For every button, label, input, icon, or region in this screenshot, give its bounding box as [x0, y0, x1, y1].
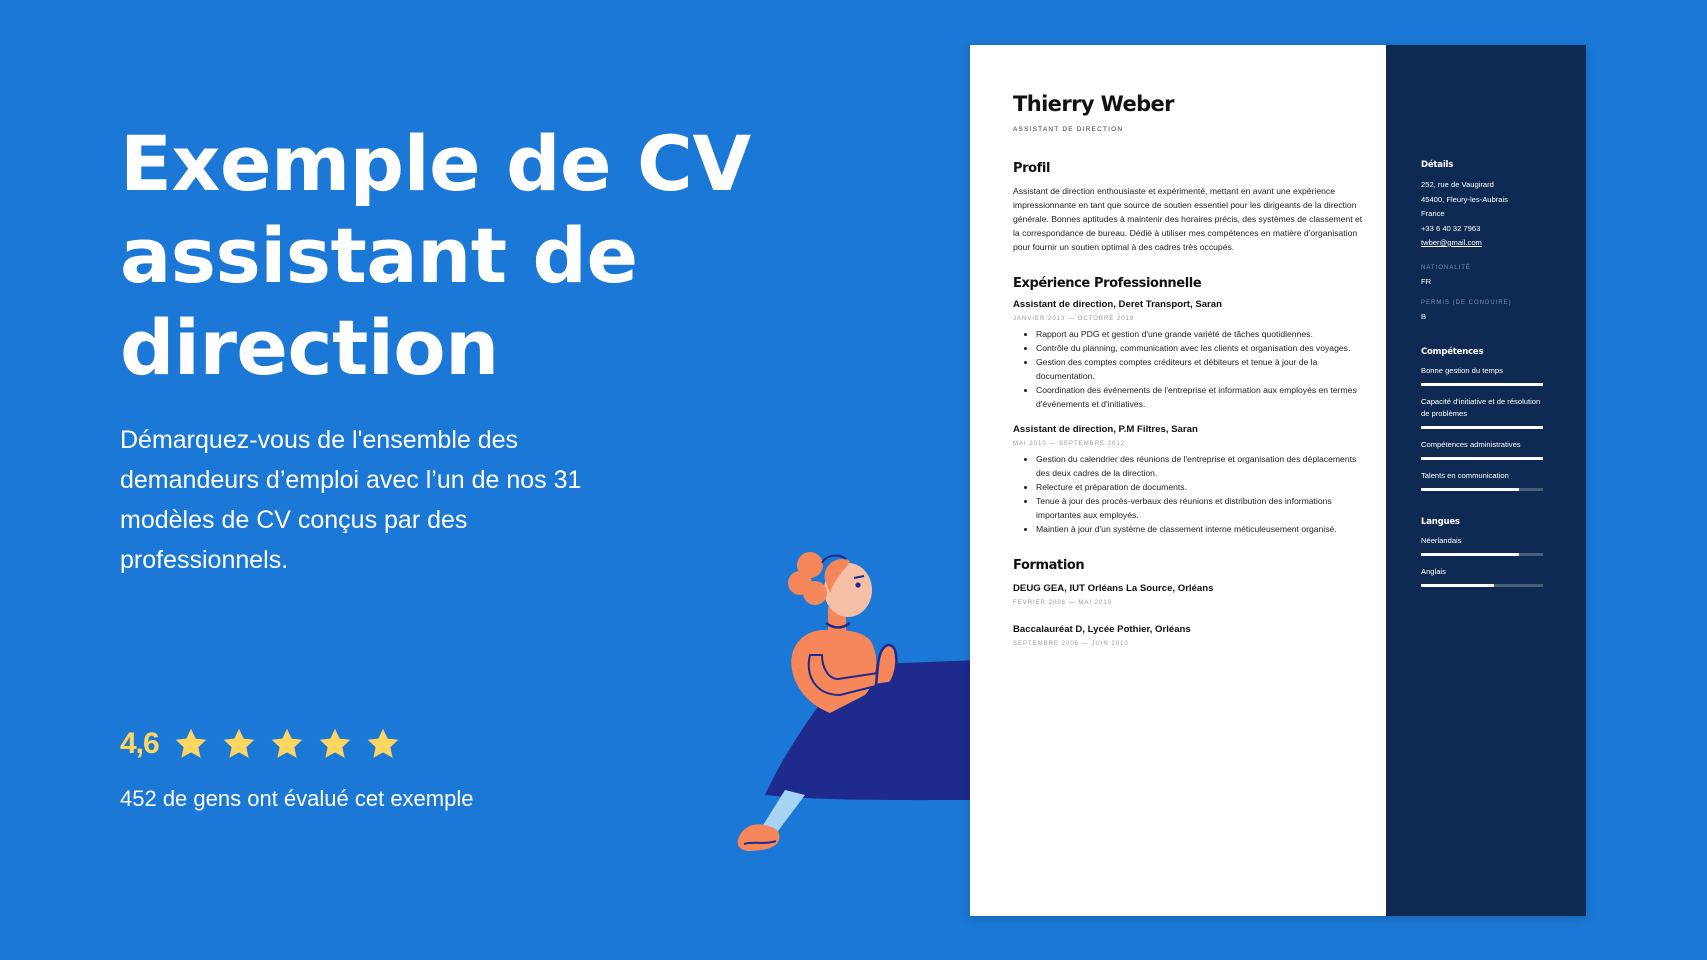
language-item: [1421, 535, 1543, 556]
address-line: 45400, Fleury-les-Aubrais: [1421, 194, 1508, 204]
skills-heading: Compétences: [1421, 346, 1484, 357]
profile-text: Assistant de direction enthousiaste et expérimenté, mettant en avant une expérience impressionnante en tant que source de soutien essentiel pour les dirigeants de la direction générale. Bonnes aptitudes à maintenir des horaires précis, des systèmes de classement et la correspondance de bureau. Dédié à utiliser mes compétences en matière d'organisation pour fournir un soutien optimal à des cadres très occupés.: [1013, 186, 1363, 252]
rating-value: 4,6: [120, 727, 159, 760]
nationality-label: NATIONALITÉ: [1421, 264, 1471, 271]
rating-stars: [173, 726, 401, 762]
job-bullet: • Tenue à jour des procès-verbaux des réunions et distribution des informations importantes aux employés.: [1036, 494, 1368, 522]
job-bullets: [1013, 327, 1368, 411]
job-bullet: • Maintien à jour d'un système de classement interne méticuleusement organisé.: [1036, 522, 1368, 536]
address-line: 252, rue de Vaugirard: [1421, 180, 1494, 189]
skill-bar: [1421, 426, 1543, 429]
education-dates: FEVRIER 2006 — MAI 2010: [1013, 600, 1113, 606]
woman-illustration: [730, 545, 980, 875]
rating: [120, 726, 401, 762]
details-heading: Détails: [1421, 160, 1454, 170]
job-title: Assistant de direction, P.M Filtres, Saran: [1013, 424, 1198, 435]
star-icon: [317, 726, 353, 762]
license-value: B: [1421, 311, 1427, 321]
profile-heading: Profil: [1013, 161, 1051, 176]
skill-bar-fill: [1421, 488, 1519, 491]
skill-bar: [1421, 383, 1543, 386]
education-dates: SEPTEMBRE 2006 — JUIN 2010: [1013, 641, 1129, 647]
rating-count: 452 de gens ont évalué cet exemple: [120, 786, 474, 811]
resume-job-title: ASSISTANT DE DIRECTION: [1013, 126, 1124, 133]
skill-label: Bonne gestion du temps: [1421, 365, 1503, 375]
job-bullets: [1013, 452, 1368, 536]
resume-main-column: [1013, 92, 1368, 647]
star-icon: [269, 726, 305, 762]
job-bullet: • Relecture et préparation de documents.: [1036, 480, 1368, 494]
education-title: Baccalauréat D, Lycée Pothier, Orléans: [1013, 624, 1191, 635]
language-label: Anglais: [1421, 566, 1446, 576]
skill-item: [1421, 396, 1543, 429]
language-item: [1421, 566, 1543, 587]
skill-bar-fill: [1421, 426, 1543, 429]
address-line: France: [1421, 209, 1445, 218]
experience-heading: Expérience Professionnelle: [1013, 276, 1202, 291]
job-bullet: • Gestion des comptes comptes créditeurs et débiteurs et tenue à jour de la documentation.: [1036, 355, 1368, 383]
skill-bar-fill: [1421, 383, 1543, 386]
resume-sidebar: [1386, 45, 1586, 916]
skill-item: [1421, 365, 1543, 386]
nationality-value: FR: [1421, 276, 1432, 286]
job-bullet: • Coordination des événements de l'entreprise et information aux employés en termes d'événements et d'initiatives.: [1036, 383, 1368, 411]
phone: +33 6 40 32 7963: [1421, 223, 1481, 233]
skill-label: Capacité d'initiative et de résolution de problèmes: [1421, 396, 1541, 418]
skill-label: Compétences administratives: [1421, 439, 1521, 449]
skill-label: Talents en communication: [1421, 470, 1509, 480]
language-bar-fill: [1421, 553, 1519, 556]
skill-item: [1421, 470, 1543, 491]
job-bullet: • Gestion du calendrier des réunions de l'entreprise et organisation des déplacements des deux cadres de la direction.: [1036, 452, 1368, 480]
job-dates: MAI 2010 — SEPTEMBRE 2012: [1013, 441, 1126, 447]
education-title: DEUG GEA, IUT Orléans La Source, Orléans: [1013, 583, 1214, 594]
languages-heading: Langues: [1421, 516, 1460, 527]
language-bar-fill: [1421, 584, 1494, 587]
star-icon: [365, 726, 401, 762]
skill-item: [1421, 439, 1543, 460]
email-link[interactable]: twber@gmail.com: [1421, 238, 1482, 247]
job-bullet: • Contrôle du planning, communication avec les clients et organisation des voyages.: [1036, 341, 1368, 355]
hero-title: Exemple de CV assistant de direction: [120, 119, 751, 392]
resume-preview: [970, 45, 1586, 916]
education-heading: Formation: [1013, 558, 1085, 573]
license-label: PERMIS (DE CONDUIRE): [1421, 299, 1512, 306]
language-label: Néerlandais: [1421, 535, 1462, 545]
hero-subtitle: Démarquez-vous de l'ensemble des demandeurs d’emploi avec l’un de nos 31 modèles de CV conçus par des professionnels.: [120, 426, 582, 574]
job-title: Assistant de direction, Deret Transport, Saran: [1013, 299, 1222, 310]
language-bar: [1421, 553, 1543, 556]
job-bullet: • Rapport au PDG et gestion d'une grande variété de tâches quotidiennes.: [1036, 327, 1368, 341]
language-bar: [1421, 584, 1543, 587]
skill-bar-fill: [1421, 457, 1543, 460]
star-icon: [173, 726, 209, 762]
job-dates: JANVIER 2013 — OCTOBRE 2019: [1013, 316, 1135, 322]
skill-bar: [1421, 488, 1543, 491]
star-icon: [221, 726, 257, 762]
resume-name: Thierry Weber: [1013, 92, 1174, 116]
skill-bar: [1421, 457, 1543, 460]
